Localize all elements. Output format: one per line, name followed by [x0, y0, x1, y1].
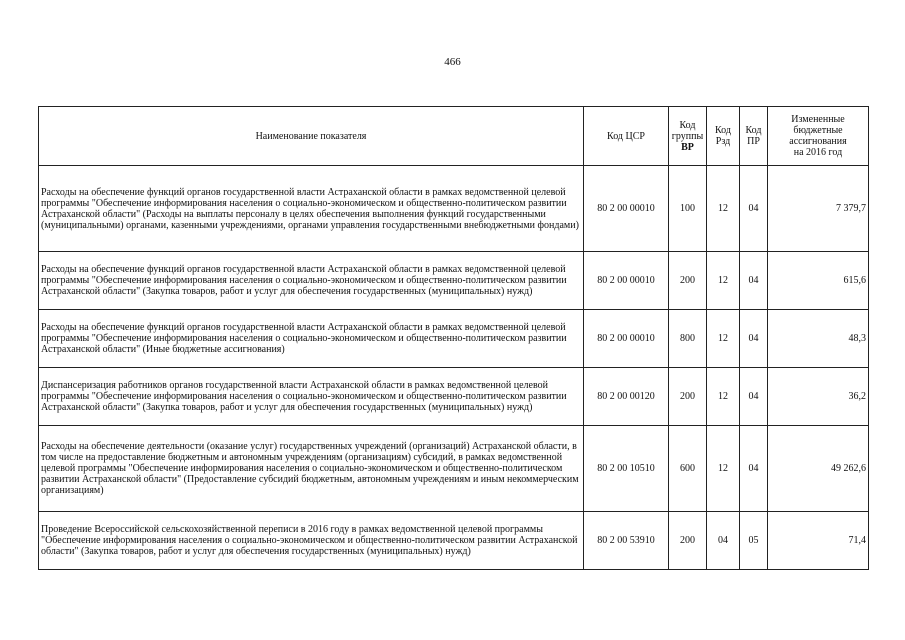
- cell-rzd: 12: [707, 426, 740, 512]
- cell-name: Расходы на обеспечение деятельности (оказание услуг) государственных учреждений (организаций) Астраханской области, в том числе на предоставление бюджетным и автономным учреждениям (организациям) субсидий, в рамках ведомственной целевой программы "Обеспечение информирования населения о социально-экономическом и общественно-политическом развитии Астраханской области" (Предоставление субсидий бюджетным, автономным учреждениям и иным некоммерческим организациям): [39, 426, 584, 512]
- table-row: [39, 512, 869, 570]
- cell-pr: 04: [740, 368, 768, 426]
- header-vr: Код группы ВР: [669, 107, 707, 166]
- header-csr: Код ЦСР: [584, 107, 669, 166]
- cell-rzd: 04: [707, 512, 740, 570]
- header-name: Наименование показателя: [39, 107, 584, 166]
- cell-csr: 80 2 00 00010: [584, 252, 669, 310]
- cell-amount: 71,4: [768, 512, 869, 570]
- cell-name: Расходы на обеспечение функций органов государственной власти Астраханской области в рамках ведомственной целевой программы "Обеспечение информирования населения о социально-экономическом и общественно-политическом развитии Астраханской области" (Иные бюджетные ассигнования): [39, 310, 584, 368]
- table-row: [39, 426, 869, 512]
- cell-vr: 200: [669, 368, 707, 426]
- table-row: [39, 166, 869, 252]
- cell-pr: 04: [740, 166, 768, 252]
- cell-vr: 200: [669, 512, 707, 570]
- cell-vr: 800: [669, 310, 707, 368]
- cell-rzd: 12: [707, 252, 740, 310]
- cell-amount: 48,3: [768, 310, 869, 368]
- cell-vr: 100: [669, 166, 707, 252]
- cell-rzd: 12: [707, 310, 740, 368]
- cell-vr: 200: [669, 252, 707, 310]
- cell-rzd: 12: [707, 166, 740, 252]
- cell-name: Расходы на обеспечение функций органов государственной власти Астраханской области в рамках ведомственной целевой программы "Обеспечение информирования населения о социально-экономическом и общественно-политическом развитии Астраханской области" (Расходы на выплаты персоналу в целях обеспечения выполнения функций государственными (муниципальными) органами, казенными учреждениями, органами управления государственными внебюджетными фондами): [39, 166, 584, 252]
- table-row: [39, 310, 869, 368]
- cell-pr: 05: [740, 512, 768, 570]
- cell-amount: 49 262,6: [768, 426, 869, 512]
- header-rzd: Код Рзд: [707, 107, 740, 166]
- cell-amount: 7 379,7: [768, 166, 869, 252]
- header-pr: Код ПР: [740, 107, 768, 166]
- cell-amount: 36,2: [768, 368, 869, 426]
- cell-pr: 04: [740, 426, 768, 512]
- cell-csr: 80 2 00 00010: [584, 310, 669, 368]
- table-row: [39, 368, 869, 426]
- page-number: 466: [444, 56, 461, 68]
- cell-amount: 615,6: [768, 252, 869, 310]
- cell-pr: 04: [740, 252, 768, 310]
- table-row: [39, 252, 869, 310]
- budget-table: [38, 106, 869, 570]
- cell-csr: 80 2 00 00010: [584, 166, 669, 252]
- header-amount: Измененные бюджетные ассигнования на 2016 год: [768, 107, 869, 166]
- cell-name: Проведение Всероссийской сельскохозяйственной переписи в 2016 году в рамках ведомственной целевой программы "Обеспечение информирования населения о социально-экономическом и общественно-политическом развитии Астраханской области" (Закупка товаров, работ и услуг для обеспечения государственных (муниципальных) нужд): [39, 512, 584, 570]
- cell-pr: 04: [740, 310, 768, 368]
- cell-name: Диспансеризация работников органов государственной власти Астраханской области в рамках ведомственной целевой программы "Обеспечение информирования населения о социально-экономическом и общественно-политическом развитии Астраханской области" (Закупка товаров, работ и услуг для обеспечения государственных (муниципальных) нужд): [39, 368, 584, 426]
- cell-csr: 80 2 00 00120: [584, 368, 669, 426]
- cell-csr: 80 2 00 10510: [584, 426, 669, 512]
- cell-vr: 600: [669, 426, 707, 512]
- table-header-row: [39, 107, 869, 166]
- cell-csr: 80 2 00 53910: [584, 512, 669, 570]
- cell-name: Расходы на обеспечение функций органов государственной власти Астраханской области в рамках ведомственной целевой программы "Обеспечение информирования населения о социально-экономическом и общественно-политическом развитии Астраханской области" (Закупка товаров, работ и услуг для обеспечения государственных (муниципальных) нужд): [39, 252, 584, 310]
- cell-rzd: 12: [707, 368, 740, 426]
